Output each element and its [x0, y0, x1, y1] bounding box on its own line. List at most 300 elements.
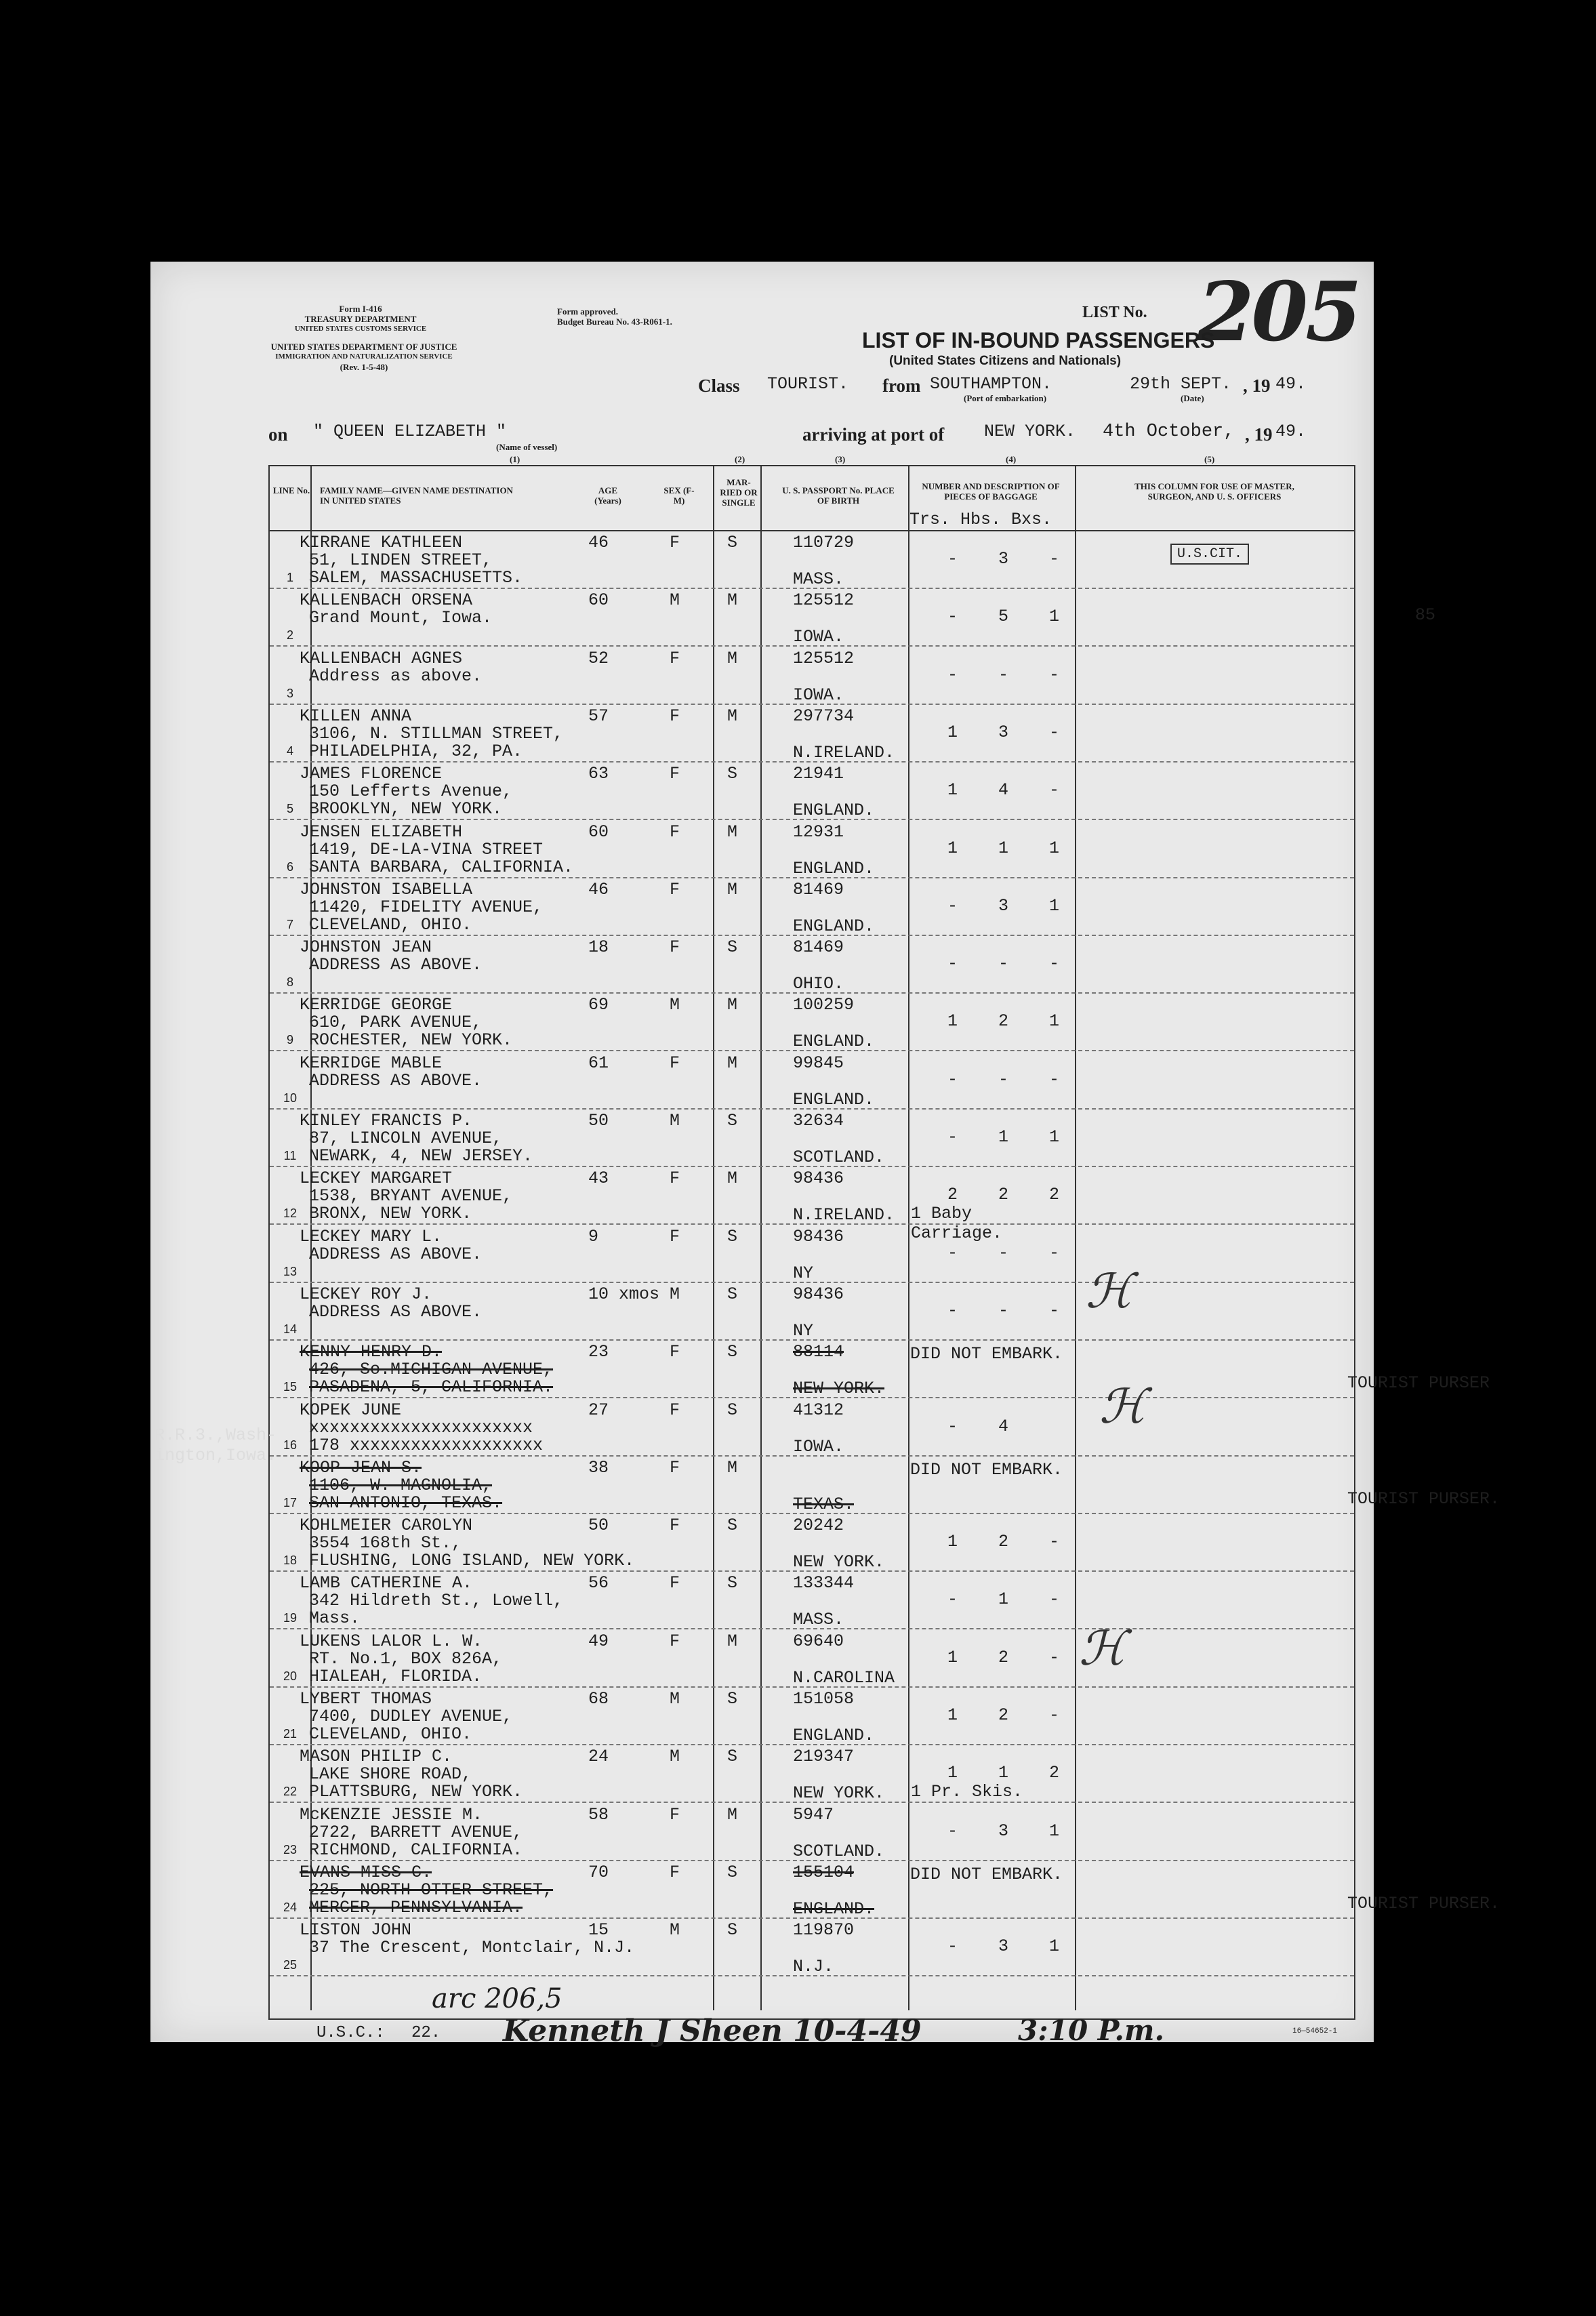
age: 58 — [588, 1804, 609, 1825]
sex: F — [670, 1342, 680, 1362]
officer-note: 1 Baby Carriage. — [911, 1204, 1003, 1244]
address-line-2: SAN ANTONIO, TEXAS. — [309, 1492, 503, 1513]
col-num: (2) — [735, 454, 745, 464]
table-row — [270, 1225, 1354, 1283]
officer-note: TOURIST PURSER — [1347, 1373, 1490, 1394]
age: 57 — [588, 706, 609, 726]
address-line-1: LAKE SHORE ROAD, — [309, 1764, 472, 1785]
passenger-name: KALLENBACH ORSENA — [300, 590, 473, 611]
table-row — [270, 705, 1354, 763]
line-number: 25 — [283, 1958, 298, 1972]
passport-number: 133344 — [793, 1573, 855, 1593]
passenger-name: KOOP JEAN S. — [300, 1457, 422, 1478]
officer-note: 1 Pr. Skis. — [911, 1782, 1023, 1802]
line-number: 24 — [283, 1900, 298, 1914]
marital-status: S — [727, 1862, 738, 1882]
baggage: - 1 1 — [947, 1127, 1060, 1147]
baggage: - - - — [947, 664, 1060, 685]
passenger-name: KALLENBACH AGNES — [300, 648, 463, 668]
sex: F — [670, 764, 680, 784]
place-of-birth: SCOTLAND. — [793, 1147, 885, 1167]
us-cit-stamp: U.S.CIT. — [1170, 544, 1249, 565]
treasury-label: TREASURY DEPARTMENT — [304, 314, 417, 324]
age: 38 — [588, 1457, 609, 1478]
age: 60 — [588, 590, 609, 611]
sex: F — [670, 706, 680, 726]
table-row — [270, 878, 1354, 936]
place-of-birth: ENGLAND. — [793, 1898, 875, 1919]
passport-number: 20242 — [793, 1516, 844, 1536]
line-number: 23 — [283, 1842, 298, 1856]
address-line-2: NEWARK, 4, NEW JERSEY. — [309, 1146, 533, 1166]
col-header-age: AGE (Years) — [594, 485, 621, 506]
purser-signature-15: ℋ — [1086, 1263, 1133, 1319]
table-row — [270, 1283, 1354, 1341]
age: 60 — [588, 821, 609, 842]
passenger-name: KERRIDGE GEORGE — [300, 995, 453, 1015]
age: 68 — [588, 1689, 609, 1709]
address-line-1: 1106, W. MAGNOLIA, — [309, 1475, 493, 1495]
baggage: 2 2 2 — [947, 1185, 1060, 1205]
baggage: - - - — [947, 1069, 1060, 1089]
year-value: 49. — [1275, 374, 1307, 394]
marital-status: M — [727, 706, 738, 726]
col-num: (4) — [1006, 454, 1017, 464]
vessel-name: " QUEEN ELIZABETH " — [313, 422, 507, 441]
line-number: 14 — [283, 1322, 298, 1336]
col-header-married: MAR-RIED OR SINGLE — [720, 477, 758, 508]
footer-count: 22. — [411, 2024, 441, 2042]
line-number: 7 — [286, 917, 293, 931]
place-of-birth: NEW YORK. — [793, 1783, 885, 1804]
col-header-sex: SEX (F-M) — [663, 485, 695, 506]
form-approved-label: Form approved. — [557, 306, 619, 317]
marital-status: M — [727, 1457, 738, 1478]
passenger-name: LAMB CATHERINE A. — [300, 1573, 473, 1593]
baggage: DID NOT EMBARK. — [910, 1344, 1063, 1364]
footer-usc-label: U.S.C.: — [316, 2024, 385, 2042]
passport-number: 5947 — [793, 1804, 834, 1825]
address-line-1: 225, NORTH OTTER STREET, — [309, 1880, 554, 1900]
passenger-name: KIRRANE KATHLEEN — [300, 533, 463, 552]
col-header-line-no: LINE No. — [272, 485, 310, 495]
sex: F — [670, 533, 680, 552]
address-line-1: 11420, FIDELITY AVENUE, — [309, 897, 544, 917]
age: 46 — [588, 533, 609, 552]
revision-label: (Rev. 1-5-48) — [340, 362, 388, 372]
line-number: 10 — [283, 1091, 298, 1105]
sex: M — [670, 590, 680, 611]
place-of-birth: ENGLAND. — [793, 800, 875, 821]
sex: M — [670, 1284, 680, 1304]
marital-status: S — [727, 533, 738, 552]
address-line-1: 150 Lefferts Avenue, — [309, 781, 513, 802]
baggage: 1 2 - — [947, 1532, 1060, 1552]
baggage: DID NOT EMBARK. — [910, 1864, 1063, 1884]
age: 46 — [588, 879, 609, 899]
sex: F — [670, 1053, 680, 1073]
place-of-birth: N.IRELAND. — [793, 1205, 895, 1225]
place-of-birth: ENGLAND. — [793, 916, 875, 936]
table-row — [270, 1457, 1500, 1514]
sex: F — [670, 1862, 680, 1882]
address-line-2: Mass. — [309, 1608, 361, 1629]
address-line-1: ADDRESS AS ABOVE. — [309, 1301, 483, 1322]
address-line-1: ADDRESS AS ABOVE. — [309, 1070, 483, 1091]
table-row — [270, 1919, 1354, 1976]
line-number: 8 — [286, 975, 293, 990]
place-of-birth: MASS. — [793, 1610, 844, 1630]
list-number: 205 — [1198, 264, 1359, 360]
sex: F — [670, 821, 680, 842]
address-line-2: SANTA BARBARA, CALIFORNIA. — [309, 857, 574, 877]
marital-status: S — [727, 1342, 738, 1362]
baggage: 1 4 - — [947, 780, 1060, 800]
address-line-2: CLEVELAND, OHIO. — [309, 914, 472, 935]
manifest-page — [150, 262, 1500, 2048]
address-line-2: MERCER, PENNSYLVANIA. — [309, 1897, 523, 1917]
passenger-name: EVANS MISS C. — [300, 1862, 432, 1882]
passenger-name: LUKENS LALOR L. W. — [300, 1631, 483, 1651]
officer-note: TOURIST PURSER. — [1347, 1488, 1500, 1509]
passenger-name: KOPEK JUNE — [300, 1400, 402, 1420]
baggage: 1 1 2 — [947, 1763, 1060, 1783]
justice-label: UNITED STATES DEPARTMENT OF JUSTICE — [270, 342, 457, 352]
sex: M — [670, 1689, 680, 1709]
marital-status: M — [727, 1631, 738, 1651]
passport-number: 81469 — [793, 937, 844, 958]
passenger-name: KERRIDGE MABLE — [300, 1053, 443, 1073]
passport-number: 98436 — [793, 1169, 844, 1189]
passenger-name: JOHNSTON ISABELLA — [300, 879, 473, 899]
baggage: 1 1 1 — [947, 838, 1060, 858]
address-line-1: 426, So.MICHIGAN AVENUE, — [309, 1360, 554, 1380]
baggage: - 4 — [947, 1416, 1009, 1436]
passport-number: 155104 — [793, 1862, 855, 1882]
page-subtitle: (United States Citizens and Nationals) — [889, 354, 1122, 368]
address-line-1: RT. No.1, BOX 826A, — [309, 1648, 503, 1669]
col-num: (3) — [835, 454, 846, 464]
passport-number: 125512 — [793, 590, 855, 611]
passport-number: 88114 — [793, 1342, 844, 1362]
table-row — [270, 1341, 1490, 1399]
place-of-birth: IOWA. — [793, 627, 844, 647]
passport-number: 98436 — [793, 1284, 844, 1304]
marital-status: M — [727, 1169, 738, 1189]
class-label: Class — [698, 375, 740, 396]
col-header-officers: THIS COLUMN FOR USE OF MASTER, SURGEON, AND U. S. OFFICERS — [1134, 481, 1294, 502]
address-line-1: 1419, DE-LA-VINA STREET — [309, 839, 544, 859]
table-row — [270, 763, 1354, 820]
port-caption: (Port of embarkation) — [964, 393, 1047, 403]
line-number: 2 — [286, 628, 293, 643]
age: 70 — [588, 1862, 609, 1882]
vessel-caption: (Name of vessel) — [496, 442, 558, 452]
passport-number: 98436 — [793, 1226, 844, 1246]
line-number: 4 — [286, 744, 293, 758]
baggage: - 3 1 — [947, 895, 1060, 916]
baggage: - 3 1 — [947, 1821, 1060, 1841]
sex: F — [670, 1169, 680, 1189]
line-number: 19 — [283, 1611, 298, 1625]
place-of-birth: N.J. — [793, 1957, 834, 1977]
address-line-1: 2722, BARRETT AVENUE, — [309, 1822, 523, 1842]
passport-number: 297734 — [793, 706, 855, 726]
passport-number: 99845 — [793, 1053, 844, 1073]
line-number: 21 — [283, 1727, 298, 1741]
sex: M — [670, 1111, 680, 1131]
address-line-2: BROOKLYN, NEW YORK. — [309, 799, 503, 819]
baggage: - 3 1 — [947, 1936, 1060, 1957]
passport-number: 110729 — [793, 533, 855, 552]
date-caption: (Date) — [1181, 393, 1204, 403]
place-of-birth: ENGLAND. — [793, 1726, 875, 1745]
address-line-1: 87, LINCOLN AVENUE, — [309, 1129, 503, 1148]
address-line-2: 178 xxxxxxxxxxxxxxxxxxx — [309, 1435, 544, 1455]
passport-number: 69640 — [793, 1631, 844, 1651]
class-value: TOURIST. — [767, 374, 849, 394]
age: 50 — [588, 1111, 609, 1131]
form-number: Form I-416 — [339, 304, 382, 314]
passenger-name: JOHNSTON JEAN — [300, 937, 432, 958]
line-number: 13 — [283, 1264, 298, 1278]
age: 27 — [588, 1400, 609, 1420]
age: 23 — [588, 1342, 609, 1362]
marital-status: S — [727, 1573, 738, 1593]
baggage: 1 3 - — [947, 722, 1060, 742]
officer-note: TOURIST PURSER. — [1347, 1893, 1500, 1913]
marital-status: S — [727, 1747, 738, 1767]
immigration-label: IMMIGRATION AND NATURALIZATION SERVICE — [275, 352, 453, 361]
place-of-birth: IOWA. — [793, 1436, 844, 1457]
address-line-2: SALEM, MASSACHUSETTS. — [309, 568, 523, 588]
purser-signature-24: ℋ — [1079, 1621, 1126, 1676]
baggage: 1 2 - — [947, 1647, 1060, 1667]
place-of-birth: OHIO. — [793, 974, 844, 994]
address-line-1: xxxxxxxxxxxxxxxxxxxxxx — [309, 1417, 533, 1438]
col-header-baggage: NUMBER AND DESCRIPTION OF PIECES OF BAGGAGE — [922, 481, 1060, 502]
age: 52 — [588, 648, 609, 668]
address-line-1: 3106, N. STILLMAN STREET, — [309, 723, 564, 744]
sex: M — [670, 995, 680, 1015]
address-line-1: 610, PARK AVENUE, — [309, 1013, 483, 1033]
baggage: DID NOT EMBARK. — [910, 1459, 1063, 1480]
address-line-1: Grand Mount, Iowa. — [309, 608, 493, 628]
place-of-birth: TEXAS. — [793, 1494, 855, 1514]
table-row — [270, 936, 1354, 994]
table-row — [270, 1572, 1354, 1629]
sex: F — [670, 1631, 680, 1651]
on-label: on — [268, 424, 288, 445]
arriving-label: arriving at port of — [802, 424, 945, 445]
place-of-birth: ENGLAND. — [793, 858, 875, 878]
age: 15 — [588, 1920, 609, 1941]
line-number: 15 — [283, 1380, 298, 1394]
passenger-name: JAMES FLORENCE — [300, 764, 443, 784]
place-of-birth: SCOTLAND. — [793, 1841, 885, 1861]
print-code: 16—54652-1 — [1292, 2027, 1338, 2035]
address-line-2: PHILADELPHIA, 32, PA. — [309, 741, 523, 761]
col-header-baggage-sub: Trs. Hbs. Bxs. — [909, 510, 1052, 529]
table-row — [270, 1052, 1354, 1110]
passport-number: 100259 — [793, 995, 855, 1015]
baggage: - 5 1 — [947, 607, 1060, 627]
line-number: 5 — [286, 802, 293, 816]
passenger-name: MASON PHILIP C. — [300, 1747, 453, 1767]
marital-status: M — [727, 648, 738, 668]
passport-number: 81469 — [793, 879, 844, 899]
sex: M — [670, 1747, 680, 1767]
line-number: 17 — [283, 1495, 298, 1509]
baggage: - 3 - — [947, 549, 1060, 569]
passport-number: 21941 — [793, 764, 844, 784]
place-of-birth: NY — [793, 1263, 814, 1283]
officer-note: 85 — [1415, 605, 1436, 626]
table-row — [270, 1861, 1500, 1919]
address-line-2: CLEVELAND, OHIO. — [309, 1724, 472, 1744]
address-line-2: ROCHESTER, NEW YORK. — [309, 1030, 513, 1051]
justice-block — [266, 342, 462, 372]
baggage: 1 2 - — [947, 1705, 1060, 1725]
arrival-year: 49. — [1275, 422, 1307, 441]
address-line-1: 37 The Crescent, Montclair, N.J. — [309, 1938, 635, 1958]
marital-status: M — [727, 879, 738, 899]
table-row — [270, 821, 1354, 878]
baggage: - 1 - — [947, 1589, 1060, 1610]
line-number: 9 — [286, 1033, 293, 1047]
place-of-birth: N.CAROLINA — [793, 1667, 895, 1688]
passenger-name: KINLEY FRANCIS P. — [300, 1111, 473, 1131]
age: 50 — [588, 1516, 609, 1536]
passport-number: 32634 — [793, 1111, 844, 1131]
address-line-1: 1538, BRYANT AVENUE, — [309, 1186, 513, 1206]
table-row — [270, 994, 1354, 1051]
address-line-1: 3554 168th St., — [309, 1533, 462, 1553]
passenger-name: LECKEY ROY J. — [300, 1284, 432, 1304]
place-of-birth: NY — [793, 1320, 814, 1341]
marital-status: M — [727, 1804, 738, 1825]
year-prefix: , 19 — [1243, 375, 1271, 396]
address-line-2: PLATTSBURG, NEW YORK. — [309, 1782, 523, 1802]
address-line-1: ADDRESS AS ABOVE. — [309, 955, 483, 975]
passenger-name: LECKEY MARY L. — [300, 1226, 443, 1246]
address-line-1: 51, LINDEN STREET, — [309, 550, 493, 570]
line-number: 1 — [286, 571, 293, 584]
address-line-1: 342 Hildreth St., Lowell, — [309, 1591, 564, 1611]
sex: F — [670, 1573, 680, 1593]
sex: F — [670, 648, 680, 668]
footer-handwritten-arc: arc 206,5 — [432, 1983, 562, 2014]
address-line-1: 7400, DUDLEY AVENUE, — [309, 1707, 513, 1726]
passenger-name: KILLEN ANNA — [300, 706, 412, 726]
address-line-2: FLUSHING, LONG ISLAND, NEW YORK. — [309, 1551, 635, 1571]
sex: M — [670, 1920, 680, 1941]
marital-status: M — [727, 995, 738, 1015]
marital-status: S — [727, 1111, 738, 1131]
passenger-name: LECKEY MARGARET — [300, 1169, 453, 1189]
place-of-birth: MASS. — [793, 569, 844, 589]
marital-status: S — [727, 937, 738, 958]
line-number: 3 — [286, 686, 293, 700]
header-agencies — [272, 304, 449, 334]
table-row — [270, 1745, 1354, 1803]
inspector-signature: Kenneth J Sheen 10-4-49 — [503, 2014, 922, 2048]
page-title: LIST OF IN-BOUND PASSENGERS — [862, 328, 1215, 352]
place-of-birth: N.IRELAND. — [793, 742, 895, 763]
budget-label: Budget Bureau No. 43-R061-1. — [557, 317, 672, 327]
marital-status: S — [727, 1516, 738, 1536]
marital-status: S — [727, 1226, 738, 1246]
age: 69 — [588, 995, 609, 1015]
sex: F — [670, 1804, 680, 1825]
sex: F — [670, 1226, 680, 1246]
passenger-name: KOHLMEIER CAROLYN — [300, 1516, 473, 1536]
table-row — [270, 1399, 1354, 1457]
embark-date: 29th SEPT. — [1130, 374, 1232, 394]
place-of-birth: ENGLAND. — [793, 1032, 875, 1052]
purser-signature-17: ℋ — [1099, 1379, 1147, 1434]
passport-number: 219347 — [793, 1747, 855, 1767]
baggage: - - - — [947, 954, 1060, 974]
col-header-passport: U. S. PASSPORT No. PLACE OF BIRTH — [782, 485, 895, 506]
marital-status: S — [727, 1689, 738, 1709]
table-row — [270, 647, 1354, 705]
passport-number: 151058 — [793, 1689, 855, 1709]
line-number: 18 — [283, 1553, 298, 1568]
passport-number: 12931 — [793, 821, 844, 842]
arrival-year-prefix: , 19 — [1245, 424, 1273, 445]
table-row — [270, 589, 1436, 647]
sex: F — [670, 1457, 680, 1478]
sex: F — [670, 937, 680, 958]
margin-note: R.R.3.,Wash-ington,Iowa. — [155, 1425, 277, 1465]
place-of-birth: NEW YORK. — [793, 1552, 885, 1572]
age: 24 — [588, 1747, 609, 1767]
line-number: 22 — [283, 1785, 298, 1799]
sex: F — [670, 1400, 680, 1420]
customs-label: UNITED STATES CUSTOMS SERVICE — [294, 325, 427, 333]
passenger-name: LISTON JOHN — [300, 1920, 412, 1941]
address-line-2: PASADENA, 5, CALIFORNIA. — [309, 1377, 554, 1398]
place-of-birth: IOWA. — [793, 685, 844, 705]
arrival-date: 4th October, — [1103, 422, 1235, 442]
sex: F — [670, 1516, 680, 1536]
col-num: (1) — [510, 454, 520, 464]
address-line-2: BRONX, NEW YORK. — [309, 1204, 472, 1224]
place-of-birth: NEW YORK. — [793, 1379, 885, 1399]
line-number: 12 — [283, 1206, 298, 1221]
marital-status: S — [727, 764, 738, 784]
table-row — [270, 1804, 1354, 1861]
passenger-name: LYBERT THOMAS — [300, 1689, 432, 1709]
marital-status: M — [727, 1053, 738, 1073]
table-row — [270, 1688, 1354, 1745]
age: 9 — [588, 1226, 599, 1246]
line-number: 11 — [283, 1149, 297, 1162]
age: 43 — [588, 1169, 609, 1189]
port-of-embarkation: SOUTHAMPTON. — [930, 374, 1052, 394]
line-number: 20 — [283, 1669, 298, 1683]
age: 49 — [588, 1631, 609, 1651]
col-header-name: FAMILY NAME—GIVEN NAME DESTINATION IN UNITED STATES — [320, 485, 513, 506]
age: 56 — [588, 1573, 609, 1593]
address-line-1: Address as above. — [309, 666, 483, 686]
baggage: - - - — [947, 1300, 1060, 1320]
marital-status: S — [727, 1920, 738, 1941]
form-approval — [557, 306, 672, 327]
sex: F — [670, 879, 680, 899]
signature-time: 3:10 P.m. — [1018, 2014, 1165, 2047]
